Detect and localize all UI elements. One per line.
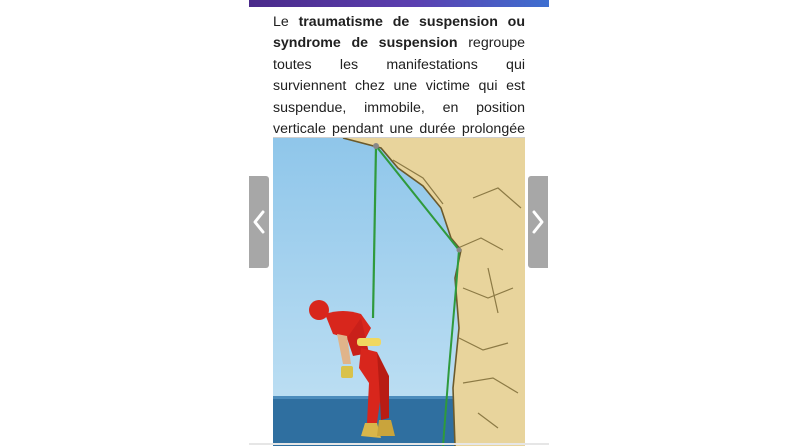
chevron-left-icon <box>252 209 266 235</box>
previous-slide-button[interactable] <box>249 176 269 268</box>
suspended-climber-illustration <box>273 137 525 446</box>
chevron-right-icon <box>531 209 545 235</box>
article-body: regroupe toutes les manifestations qui surviennent chez une victime qui est suspendue, immobile, en position verticale pendant une durée prolongée <box>273 35 525 138</box>
term-syndrome: syndrome de suspension <box>273 35 458 52</box>
header-bar <box>249 0 549 7</box>
intro-word: Le <box>273 14 289 30</box>
term-connector: ou <box>507 14 525 30</box>
term-traumatisme: traumatisme de suspension <box>298 14 498 30</box>
next-slide-button[interactable] <box>528 176 548 268</box>
